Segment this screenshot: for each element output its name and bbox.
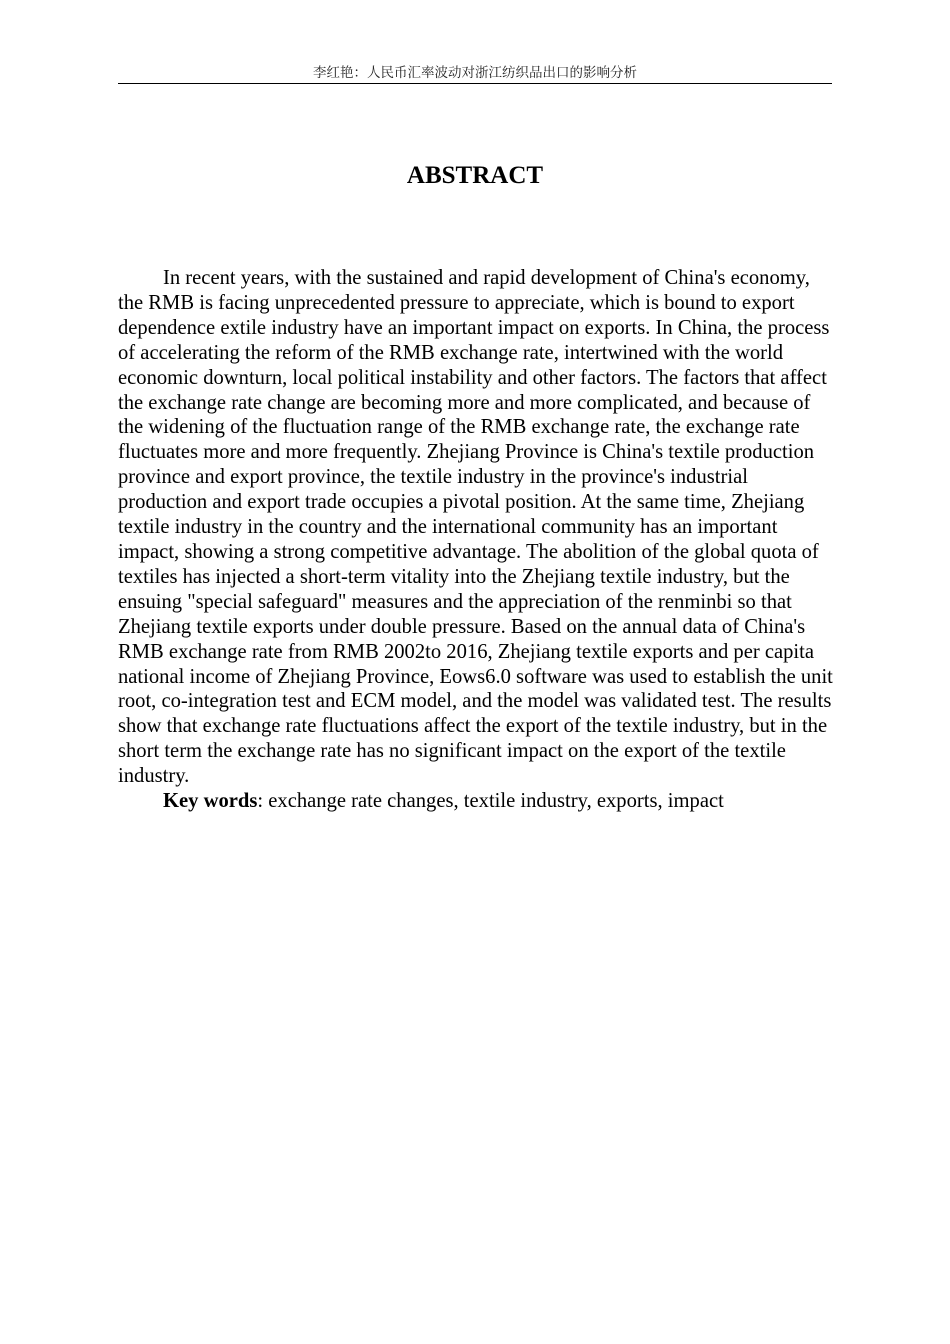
keywords-label: Key words bbox=[163, 790, 258, 813]
abstract-title: ABSTRACT bbox=[406, 162, 544, 189]
keywords-line bbox=[118, 789, 834, 814]
keywords-text: : exchange rate changes, textile industry, exports, impact bbox=[257, 790, 724, 813]
abstract-section bbox=[118, 266, 834, 814]
abstract-paragraph: In recent years, with the sustained and rapid development of China's economy, the RMB is facing unprecedented pressure to appreciate, which is bound to export dependence extile industry have an important impact on exports. In China, the process of accelerating the reform of the RMB exchange rate, intertwined with the world economic downturn, local political instability and other factors. The factors that affect the exchange rate change are becoming more and more complicated, and because of the widening of the fluctuation range of the RMB exchange rate, the exchange rate fluctuates more and more frequently. Zhejiang Province is China's textile production province and export province, the textile industry in the province's industrial production and export trade occupies a pivotal position. At the same time, Zhejiang textile industry in the country and the international community has an important impact, showing a strong competitive advantage. The abolition of the global quota of textiles has injected a short-term vitality into the Zhejiang textile industry, but the ensuing "special safeguard" measures and the appreciation of the renminbi so that Zhejiang textile exports under double pressure. Based on the annual data of China's RMB exchange rate from RMB 2002to 2016, Zhejiang textile exports and per capita national income of Zhejiang Province, Eows6.0 software was used to establish the unit root, co-integration test and ECM model, and the model was validated test. The results show that exchange rate fluctuations affect the export of the textile industry, but in the short term the exchange rate has no significant impact on the export of the textile industry. bbox=[118, 267, 833, 788]
running-header: 李红艳：人民币汇率波动对浙江纺织品出口的影响分析 bbox=[118, 64, 832, 84]
